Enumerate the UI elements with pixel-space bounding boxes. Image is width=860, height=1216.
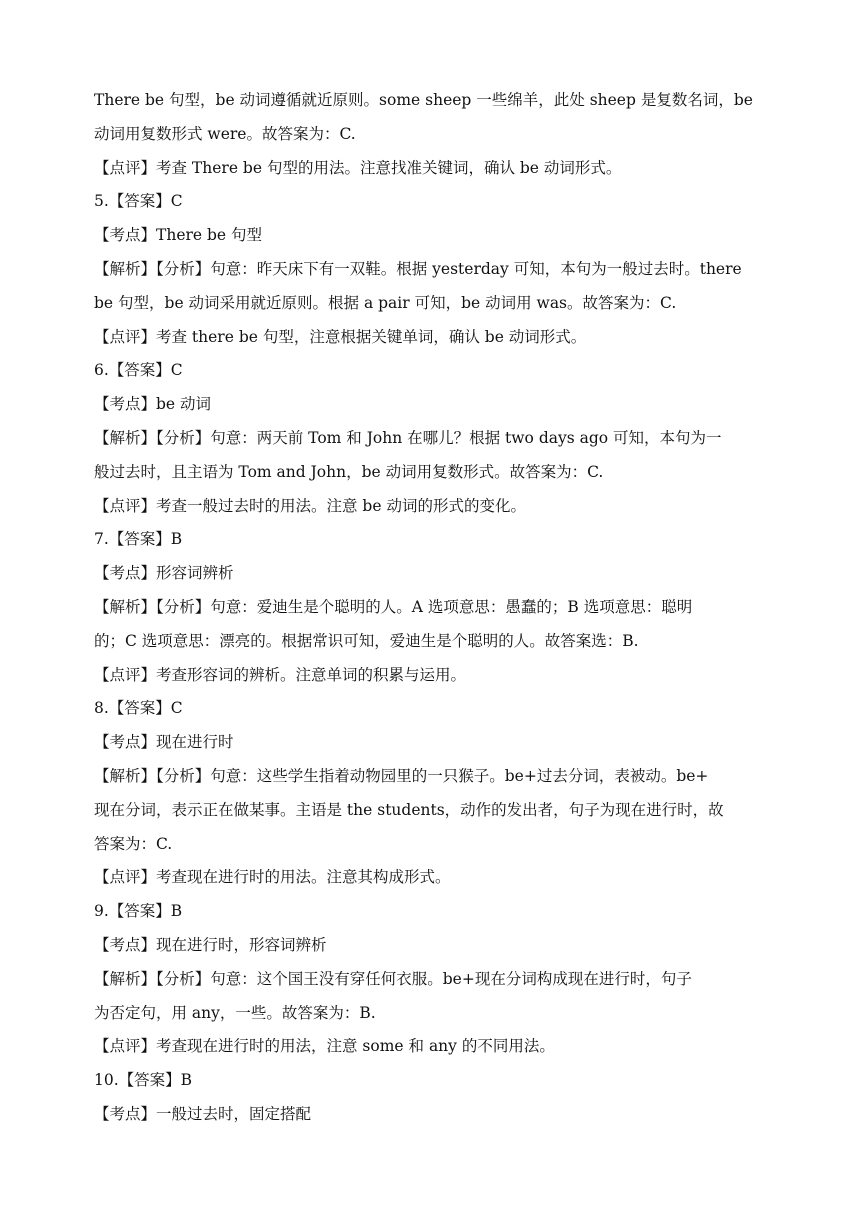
text-line: 【点评】考查 there be 句型，注意根据关键单词，确认 be 动词形式。: [94, 327, 587, 346]
text-line: 【考点】形容词辨析: [94, 564, 234, 583]
text-line: 【点评】考查一般过去时的用法。注意 be 动词的形式的变化。: [94, 496, 526, 515]
text-line: 7.【答案】B: [94, 530, 183, 549]
text-line: 10.【答案】B: [94, 1071, 193, 1090]
text-line: 【点评】考查现在进行时的用法，注意 some 和 any 的不同用法。: [94, 1037, 555, 1056]
text-line: 【考点】There be 句型: [94, 226, 263, 245]
text-line: 【解析】【分析】句意：爱迪生是个聪明的人。A 选项意思：愚蠢的；B 选项意思：聪明: [94, 597, 693, 616]
text-line: 6.【答案】C: [94, 361, 183, 380]
text-line: 现在分词，表示正在做某事。主语是 the students，动作的发出者，句子为现在进行时，故: [94, 800, 724, 819]
text-line: 【考点】现在进行时，形容词辨析: [94, 935, 327, 954]
text-line: 【解析】【分析】句意：两天前 Tom 和 John 在哪儿？根据 two days ago 可知，本句为一: [94, 428, 722, 447]
text-line: 8.【答案】C: [94, 699, 183, 718]
text-line: 【考点】一般过去时，固定搭配: [94, 1104, 312, 1123]
text-line: There be 句型，be 动词遵循就近原则。some sheep 一些绵羊，此处 sheep 是复数名词，be: [94, 91, 753, 109]
text-line: 的；C 选项意思：漂亮的。根据常识可知，爱迪生是个聪明的人。故答案选：B.: [94, 631, 639, 650]
answer-explanations: [94, 84, 770, 1132]
text-line: 【点评】考查现在进行时的用法。注意其构成形式。: [94, 868, 451, 887]
text-line: 般过去时，且主语为 Tom and John，be 动词用复数形式。故答案为：C.: [94, 462, 604, 481]
text-line: 9.【答案】B: [94, 902, 183, 921]
text-line: 【解析】【分析】句意：这个国王没有穿任何衣服。be+现在分词构成现在进行时，句子: [94, 969, 692, 988]
text-line: 【考点】现在进行时: [94, 733, 234, 752]
text-line: be 句型，be 动词采用就近原则。根据 a pair 可知，be 动词用 was。故答案为：C.: [94, 293, 677, 312]
text-line: 答案为：C.: [94, 834, 173, 853]
text-line: 【解析】【分析】句意：昨天床下有一双鞋。根据 yesterday 可知，本句为一般过去时。there: [94, 259, 742, 278]
text-line: 动词用复数形式 were。故答案为：C.: [94, 124, 356, 143]
text-line: 5.【答案】C: [94, 192, 183, 211]
text-line: 为否定句，用 any，一些。故答案为：B.: [94, 1003, 376, 1022]
text-line: 【考点】be 动词: [94, 395, 212, 414]
text-line: 【点评】考查 There be 句型的用法。注意找准关键词，确认 be 动词形式。: [94, 158, 622, 177]
text-line: 【点评】考查形容词的辨析。注意单词的积累与运用。: [94, 665, 467, 684]
text-line: 【解析】【分析】句意：这些学生指着动物园里的一只猴子。be+过去分词，表被动。be+: [94, 766, 709, 785]
